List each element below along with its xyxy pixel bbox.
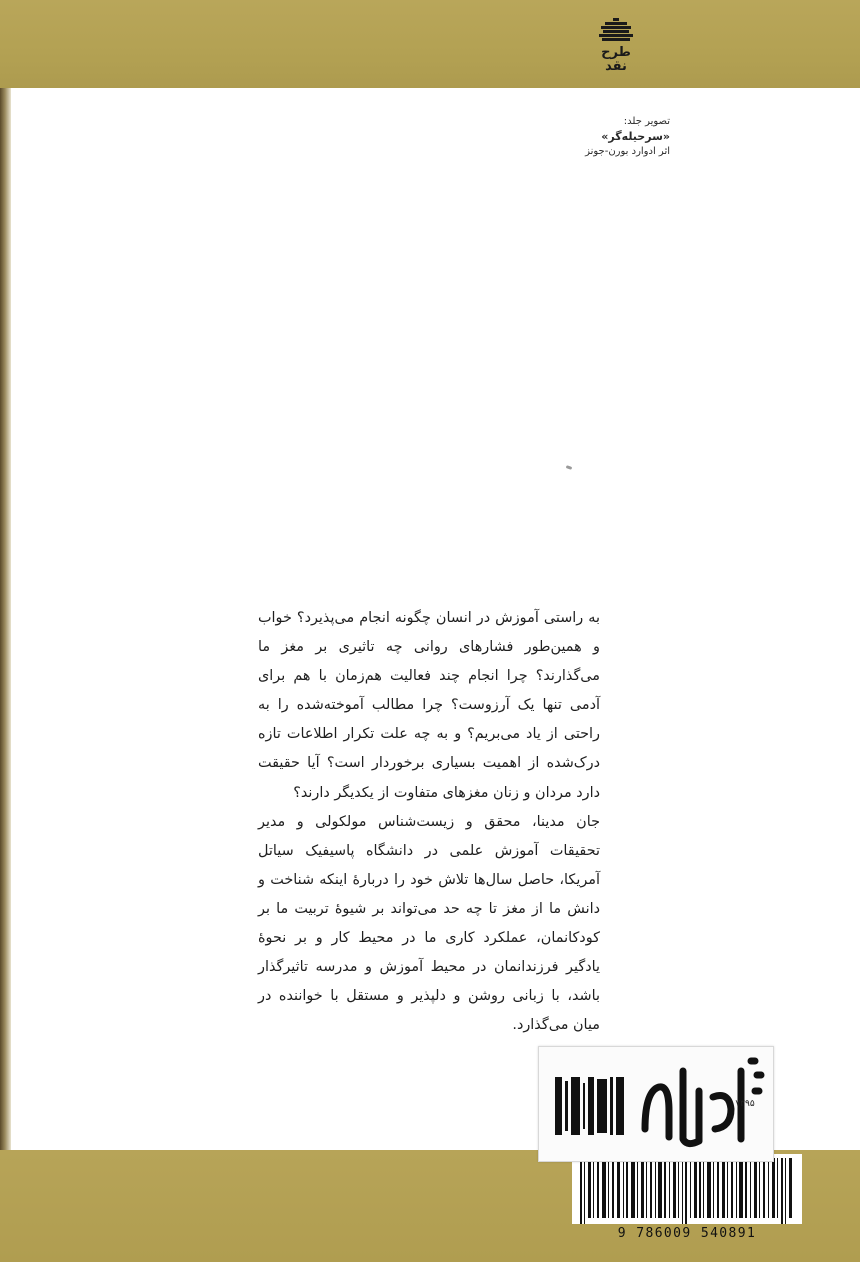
barcode-icon [572, 1154, 802, 1224]
blurb-paragraph-1: به راستی آموزش در انسان چگونه انجام می‌پذیرد؟ خواب و همین‌طور فشارهای روانی چه تاثیری بر مغز ما می‌گذارند؟ چرا انجام چند فعالیت هم‌زمان با هم برای آدمی تنها یک آرزوست؟ چرا مطالب آموخته‌شده را به راحتی از یاد می‌بریم؟ و به چه علت تکرار اطلاعات تازه درک‌شده از اهمیت بسیاری برخوردار است؟ آیا حقیقت دارد مردان و زنان مغزهای متفاوت از یکدیگر دارند؟ [258, 610, 600, 801]
cover-credit [560, 114, 670, 159]
publisher-logo [596, 18, 636, 80]
publisher-logo-icon [599, 18, 633, 44]
cover-left-edge [0, 88, 11, 1150]
sticker-small-text: ۷۳۹۵ [735, 1099, 755, 1109]
back-cover-blurb [258, 604, 600, 1040]
cover-credit-label: تصویر جلد: [623, 116, 670, 127]
publisher-logo-text: طرح نقد [601, 45, 631, 74]
cover-credit-title: «سرحیله‌گر» [601, 130, 670, 143]
isbn-number: 9 786009 540891 [617, 1226, 757, 1241]
print-speck [566, 465, 573, 470]
cover-credit-artist: اثر ادوارد بورن-جونز [585, 146, 670, 157]
price-sticker [538, 1046, 774, 1162]
sticker-code-icon [553, 1077, 629, 1135]
blurb-paragraph-2: جان مدینا، محقق و زیست‌شناس مولکولی و مدیر تحقیقات آموزش علمی در دانشگاه پاسیفیک سیاتل آمریکا، حاصل سال‌ها تلاش خود را دربارهٔ اینکه شناخت و دانش ما از مغز تا چه حد می‌تواند بر شیوهٔ تربیت ما بر کودکانمان، عملکرد کاری ما در محیط کار و بر نحوهٔ یادگیر فرزندانمان در محیط آموزش و مدرسه تاثیرگذار باشد، با زبانی روشن و دلپذیر و مستقل با خواننده در میان می‌گذارد. [258, 813, 600, 1034]
top-color-band [0, 0, 860, 88]
isbn-barcode [572, 1154, 802, 1224]
